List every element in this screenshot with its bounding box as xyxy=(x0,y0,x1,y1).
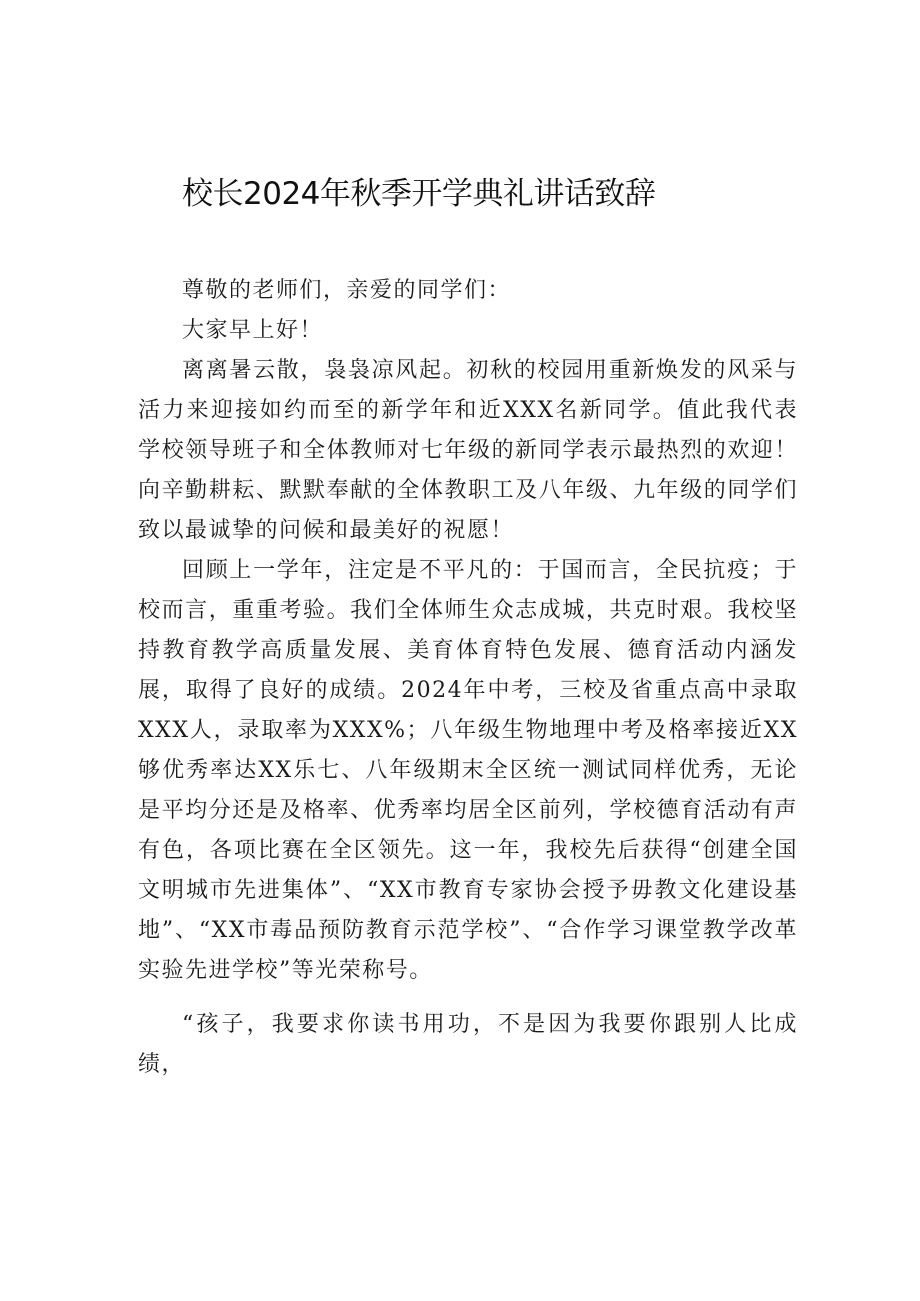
document-title: 校长2024年秋季开学典礼讲话致辞 xyxy=(182,176,656,212)
salutation-paragraph: 尊敬的老师们，亲爱的同学们： xyxy=(182,278,512,303)
document-body xyxy=(138,271,798,1085)
greeting-paragraph: 大家早上好！ xyxy=(182,318,324,343)
welcome-paragraph: 离离暑云散，袅袅凉风起。初秋的校园用重新焕发的风采与活力来迎接如约而至的新学年和近XXX名新同学。值此我代表学校领导班子和全体教师对七年级的新同学表示最热烈的欢迎！向辛勤耕耘、默默奉献的全体教职工及八年级、九年级的同学们致以最诚挚的问候和最美好的祝愿！ xyxy=(138,358,798,543)
review-paragraph: 回顾上一学年，注定是不平凡的：于国而言，全民抗疫；于校而言，重重考验。我们全体师生众志成城，共克时艰。我校坚持教育教学高质量发展、美育体育特色发展、德育活动内涵发展，取得了良好的成绩。2024年中考，三校及省重点高中录取XXX人，录取率为XXX%；八年级生物地理中考及格率接近XX够优秀率达XX乐七、八年级期末全区统一测试同样优秀，无论是平均分还是及格率、优秀率均居全区前列，学校德育活动有声有色，各项比赛在全区领先。这一年，我校先后获得“创建全国文明城市先进集体”、“XX市教育专家协会授予毋教文化建设基地”、“XX市毒品预防教育示范学校”、“合作学习课堂教学改革实验先进学校”等光荣称号。 xyxy=(138,558,798,983)
quote-paragraph: “孩子，我要求你读书用功，不是因为我要你跟别人比成绩， xyxy=(138,1012,798,1077)
